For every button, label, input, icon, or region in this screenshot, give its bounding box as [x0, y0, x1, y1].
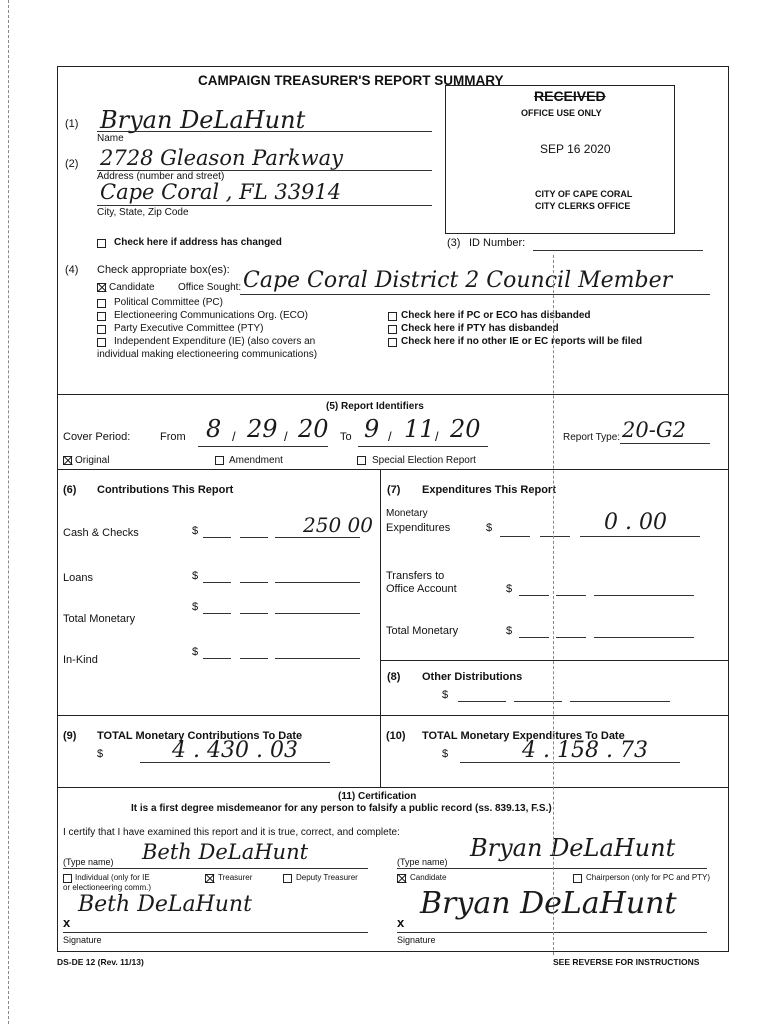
digit-blank [460, 762, 680, 763]
name-value[interactable]: Bryan DeLaHunt [100, 106, 306, 134]
from-line [198, 446, 328, 447]
digit-blank [500, 536, 530, 537]
digit-blank [203, 537, 231, 538]
id-number-field[interactable] [533, 250, 703, 251]
individual-checkbox[interactable] [63, 874, 72, 883]
address-value[interactable]: 2728 Gleason Parkway [100, 146, 344, 170]
grid-line [57, 787, 729, 788]
digit-blank [240, 582, 268, 583]
report-identifiers-header: (5) Report Identifiers [326, 401, 424, 412]
dollar-sign: $ [192, 646, 199, 658]
received-stamp: RECEIVED [534, 88, 606, 104]
digit-blank [519, 595, 549, 596]
candidate-cert-label: Candidate [410, 873, 447, 882]
digit-blank [240, 658, 268, 659]
grid-line [380, 469, 381, 787]
no-other-reports-checkbox[interactable] [388, 338, 397, 347]
dollar-sign: $ [192, 525, 199, 537]
scan-artifact-line [8, 0, 9, 1024]
id-number-label: ID Number: [469, 237, 526, 249]
cash-value[interactable]: 250 00 [303, 513, 373, 537]
item9-num: (9) [63, 730, 77, 742]
signature-label-right: Signature [397, 935, 436, 945]
eco-checkbox[interactable] [97, 312, 106, 321]
cover-period-label: Cover Period: [63, 431, 131, 443]
from-year[interactable]: 20 [298, 415, 329, 443]
transfers-label-2: Office Account [386, 583, 457, 595]
dollar-sign: $ [442, 689, 449, 701]
from-day[interactable]: 29 [247, 415, 278, 443]
scan-artifact-line [553, 255, 554, 955]
dollar-sign: $ [486, 522, 493, 534]
contributions-header: Contributions This Report [97, 484, 234, 496]
digit-blank [540, 536, 570, 537]
digit-blank [514, 701, 562, 702]
line [397, 868, 707, 869]
pty-checkbox[interactable] [97, 325, 106, 334]
certify-statement: I certify that I have examined this report and it is true, correct, and complete: [63, 827, 400, 838]
monetary-label-1: Monetary [386, 508, 428, 519]
pty-label: Party Executive Committee (PTY) [114, 323, 264, 334]
total-monetary-label: Total Monetary [63, 613, 136, 625]
city-line [97, 205, 432, 206]
report-type-label: Report Type: [563, 432, 621, 443]
address-changed-label: Check here if address has changed [114, 237, 282, 248]
deputy-treasurer-checkbox[interactable] [283, 874, 292, 883]
report-type-value[interactable]: 20-G2 [622, 418, 686, 442]
loans-label: Loans [63, 572, 93, 584]
signature-x-left: x [63, 915, 71, 930]
report-type-line [620, 443, 710, 444]
digit-blank [275, 537, 360, 538]
other-distributions-field[interactable] [570, 701, 670, 702]
cash-label: Cash & Checks [63, 527, 139, 539]
monetary-label-2: Expenditures [386, 522, 451, 534]
certification-header: (11) Certification [338, 791, 417, 802]
candidate-cert-checkbox[interactable] [397, 874, 406, 883]
grid-line [57, 469, 729, 470]
name-label: Name [97, 133, 124, 144]
to-year[interactable]: 20 [450, 415, 481, 443]
digit-blank [458, 701, 506, 702]
pc-label: Political Committee (PC) [114, 297, 223, 308]
slash: / [388, 429, 392, 444]
amendment-checkbox[interactable] [215, 456, 224, 465]
line [63, 868, 368, 869]
individual-label: Individual (only for IE [75, 873, 150, 882]
grid-line [57, 715, 729, 716]
digit-blank [519, 637, 549, 638]
candidate-label: Candidate [109, 282, 155, 293]
signature-label-left: Signature [63, 935, 102, 945]
item4-label: Check appropriate box(es): [97, 264, 230, 276]
slash: / [232, 429, 236, 444]
ie-label-1: Independent Expenditure (IE) (also covers an [114, 336, 316, 347]
address-label: Address (number and street) [97, 171, 225, 182]
total-contributions-header: TOTAL Monetary Contributions To Date [97, 730, 303, 742]
city-value[interactable]: Cape Coral , FL 33914 [100, 180, 342, 204]
total-monetary-exp-field[interactable] [594, 637, 694, 638]
candidate-signature[interactable]: Bryan DeLaHunt [420, 886, 677, 921]
item4-num: (4) [65, 264, 79, 276]
date-stamp: SEP 16 2020 [540, 142, 611, 156]
to-line [358, 446, 488, 447]
total-monetary-field[interactable] [275, 613, 360, 614]
line [63, 932, 368, 933]
item6-num: (6) [63, 484, 77, 496]
to-day[interactable]: 11 [404, 415, 435, 443]
individual-label-2: or electioneering comm.) [63, 883, 152, 892]
other-distributions-header: Other Distributions [422, 671, 523, 683]
no-other-reports-label: Check here if no other IE or EC reports will be filed [401, 336, 643, 347]
slash: / [435, 429, 439, 444]
form-title: CAMPAIGN TREASURER'S REPORT SUMMARY [198, 73, 504, 88]
digit-blank [140, 762, 330, 763]
ie-label-2: individual making electioneering communications) [97, 349, 318, 360]
grid-line [380, 660, 729, 661]
item10-num: (10) [386, 730, 406, 742]
dollar-sign: $ [192, 601, 199, 613]
digit-blank [580, 536, 700, 537]
dollar-sign: $ [97, 748, 104, 760]
item3-num: (3) [447, 237, 461, 249]
digit-blank [203, 582, 231, 583]
treasurer-label: Treasurer [218, 873, 253, 882]
item1-num: (1) [65, 118, 79, 130]
transfers-label-1: Transfers to [386, 570, 445, 582]
loans-field[interactable] [275, 582, 360, 583]
dollar-sign: $ [442, 748, 449, 760]
office-sought-label: Office Sought: [178, 282, 242, 293]
certification-warning: It is a first degree misdemeanor for any person to falsify a public record (ss. 839.13, F.S.) [131, 803, 552, 814]
to-label: To [340, 431, 352, 443]
inkind-label: In-Kind [63, 654, 98, 666]
form-id: DS-DE 12 (Rev. 11/13) [57, 957, 144, 967]
transfers-field[interactable] [594, 595, 694, 596]
deputy-treasurer-label: Deputy Treasurer [296, 873, 358, 882]
total-monetary-exp-label: Total Monetary [386, 625, 459, 637]
digit-blank [240, 537, 268, 538]
digit-blank [556, 637, 586, 638]
line [397, 932, 707, 933]
total-expenditures-value[interactable]: 4 . 158 . 73 [522, 738, 648, 763]
digit-blank [203, 613, 231, 614]
office-sought-value[interactable]: Cape Coral District 2 Council Member [243, 268, 673, 293]
digit-blank [203, 658, 231, 659]
candidate-checkbox[interactable] [97, 283, 106, 292]
expenditures-header: Expenditures This Report [422, 484, 556, 496]
item8-num: (8) [387, 671, 401, 683]
monetary-expenditures-value[interactable]: 0 . 00 [604, 510, 667, 535]
stamp-city: CITY OF CAPE CORAL [535, 189, 633, 199]
eco-label: Electioneering Communications Org. (ECO) [114, 310, 308, 321]
from-label: From [160, 431, 186, 443]
office-use-only-label: OFFICE USE ONLY [521, 108, 602, 118]
dollar-sign: $ [192, 570, 199, 582]
to-month[interactable]: 9 [364, 415, 380, 443]
section-divider [57, 394, 729, 395]
type-name-label-right: (Type name) [397, 857, 448, 867]
pty-disbanded-label: Check here if PTY has disbanded [401, 323, 559, 334]
pty-disbanded-checkbox[interactable] [388, 325, 397, 334]
signature-x-right: x [397, 915, 405, 930]
original-label: Original [75, 455, 110, 466]
treasurer-typed-name[interactable]: Beth DeLaHunt [142, 840, 309, 864]
item2-num: (2) [65, 158, 79, 170]
pc-eco-disbanded-checkbox[interactable] [388, 312, 397, 321]
ie-checkbox[interactable] [97, 338, 106, 347]
digit-blank [240, 613, 268, 614]
inkind-field[interactable] [275, 658, 360, 659]
chairperson-label: Chairperson (only for PC and PTY) [586, 873, 711, 882]
special-election-checkbox[interactable] [357, 456, 366, 465]
dollar-sign: $ [506, 583, 513, 595]
original-checkbox[interactable] [63, 456, 72, 465]
item7-num: (7) [387, 484, 401, 496]
digit-blank [556, 595, 586, 596]
instructions-note: SEE REVERSE FOR INSTRUCTIONS [553, 957, 700, 967]
chairperson-checkbox[interactable] [573, 874, 582, 883]
pc-eco-disbanded-label: Check here if PC or ECO has disbanded [401, 310, 591, 321]
total-contributions-value[interactable]: 4 . 430 . 03 [172, 738, 298, 763]
stamp-office: CITY CLERKS OFFICE [535, 201, 631, 211]
address-changed-checkbox[interactable] [97, 239, 106, 248]
city-label: City, State, Zip Code [97, 207, 189, 218]
total-expenditures-header: TOTAL Monetary Expenditures To Date [422, 730, 625, 742]
slash: / [284, 429, 288, 444]
candidate-typed-name[interactable]: Bryan DeLaHunt [470, 834, 676, 862]
pc-checkbox[interactable] [97, 299, 106, 308]
treasurer-signature[interactable]: Beth DeLaHunt [78, 892, 252, 917]
name-line [97, 131, 432, 132]
type-name-label-left: (Type name) [63, 857, 114, 867]
office-sought-line [240, 294, 710, 295]
dollar-sign: $ [506, 625, 513, 637]
special-election-label: Special Election Report [372, 455, 476, 466]
treasurer-checkbox[interactable] [205, 874, 214, 883]
from-month[interactable]: 8 [206, 415, 222, 443]
amendment-label: Amendment [229, 455, 283, 466]
